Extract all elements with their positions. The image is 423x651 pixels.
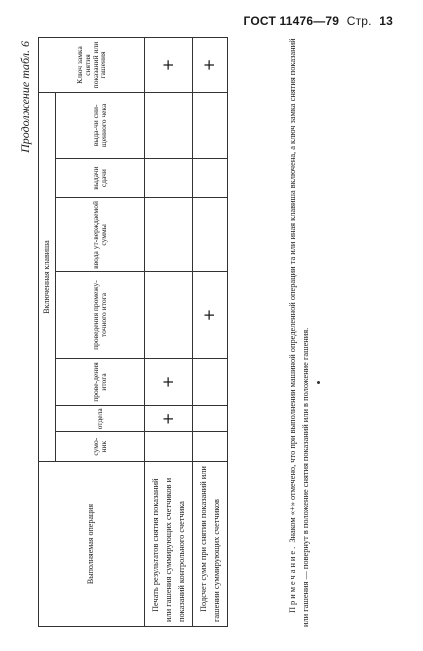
operation-cell: Печать результатов снятия показаний или гашения суммирующих счетчиков и показаний контрольного счетчика — [145, 462, 193, 627]
mark-cell: + — [145, 38, 193, 93]
mark-cell — [145, 198, 193, 272]
table-header-row — [39, 38, 56, 627]
table-continuation-caption: Продолжение табл. 6 — [18, 41, 32, 153]
mark-cell — [145, 432, 193, 462]
page-header — [240, 14, 394, 28]
mark-cell — [145, 93, 193, 159]
note-label: Примечание. — [288, 544, 297, 613]
subcol-header: выдачи сдачи — [56, 158, 145, 198]
operation-cell: Подсчет сумм при снятии показаний или гашении суммирующих счетчиков — [193, 462, 228, 627]
mark-cell — [193, 432, 228, 462]
subcol-header: ввода ут-верждаемой суммы — [56, 198, 145, 272]
subcol-header: проведения промежу-точного итога — [56, 272, 145, 358]
print-speck — [317, 381, 320, 384]
subcol-header: сумо-ник — [56, 432, 145, 462]
standard-number: ГОСТ 11476—79 — [243, 14, 340, 28]
col-key-header: Ключ замка снятия показаний или гашения — [39, 38, 145, 93]
table-row — [193, 38, 228, 627]
mark-cell — [145, 272, 193, 358]
subcol-header: отдела — [56, 406, 145, 432]
mark-cell — [193, 93, 228, 159]
table-note — [286, 37, 312, 627]
mark-cell — [193, 406, 228, 432]
subcol-header: прове-дения итога — [56, 358, 145, 406]
subcol-header: выда-чи сни-щенного чека — [56, 93, 145, 159]
mark-cell — [145, 158, 193, 198]
mark-cell — [193, 358, 228, 406]
rotated-table-block — [18, 37, 378, 627]
mark-cell: + — [193, 272, 228, 358]
col-operation-header: Выполняемая операция — [39, 462, 145, 627]
col-group-header: Включенная клавиша — [39, 93, 56, 462]
operations-table — [38, 37, 228, 627]
mark-cell: + — [193, 38, 228, 93]
page-label: Стр. — [346, 14, 372, 28]
mark-cell: + — [145, 406, 193, 432]
mark-cell — [193, 158, 228, 198]
page-number: 13 — [379, 14, 393, 28]
table-row — [145, 38, 193, 627]
mark-cell: + — [145, 358, 193, 406]
mark-cell — [193, 198, 228, 272]
note-text: Знаком «+» отмечено, что при выполнении машиной определенной операции та или иная клавиша включена, а ключ замка снятия показаний или гашения — повернут в положение снятия показаний или в положение гашения. — [288, 38, 311, 627]
